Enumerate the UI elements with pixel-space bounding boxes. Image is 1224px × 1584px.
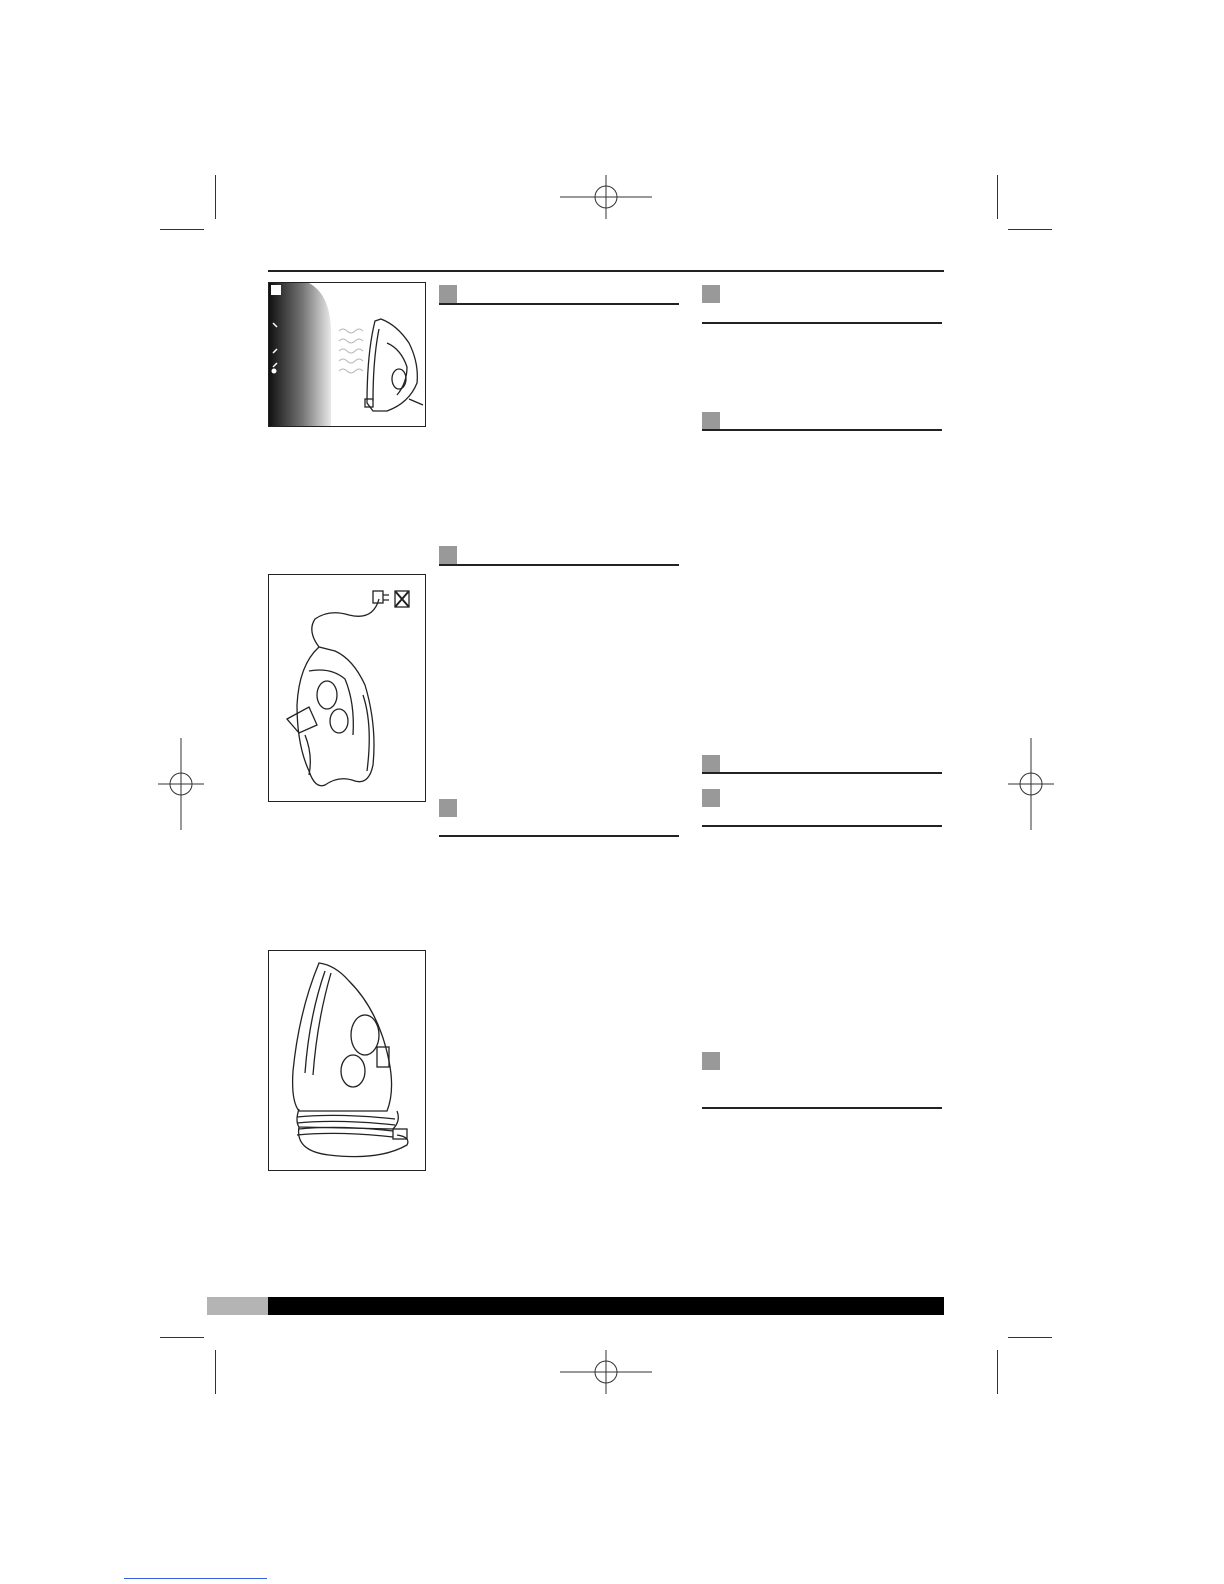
- section-rule: [439, 303, 679, 305]
- section-rule: [439, 564, 679, 566]
- section-marker: [702, 412, 720, 430]
- footer-page-tab: [207, 1297, 268, 1315]
- crop-mark-bottom-right-v: [997, 1350, 998, 1394]
- registration-mark-top: [560, 175, 652, 219]
- section-marker: [439, 546, 457, 564]
- iron-cord-storage-figure: [268, 950, 426, 1171]
- registration-mark-left: [158, 738, 204, 830]
- iron-unplugged-figure: [268, 574, 426, 802]
- section-marker: [702, 285, 720, 303]
- section-marker: [702, 789, 720, 807]
- section-marker: [439, 285, 457, 303]
- cord-wrap-iron-icon: [269, 951, 425, 1170]
- section-rule: [702, 825, 942, 827]
- crop-mark-top-right-v: [997, 175, 998, 219]
- section-rule: [702, 772, 942, 774]
- unplug-iron-icon: [269, 575, 425, 801]
- crop-mark-top-left-v: [215, 175, 216, 219]
- section-marker: [702, 755, 720, 773]
- crop-mark-top-right-h: [1008, 229, 1052, 230]
- section-rule: [702, 429, 942, 431]
- steam-iron-vertical-icon: [269, 283, 425, 426]
- section-rule: [439, 835, 679, 837]
- footer-bar: [268, 1297, 944, 1315]
- registration-mark-right: [1008, 738, 1054, 830]
- section-rule: [702, 322, 942, 324]
- iron-vertical-steam-figure: [268, 282, 426, 427]
- crop-mark-bottom-left-h: [160, 1337, 204, 1338]
- crop-mark-top-left-h: [160, 229, 204, 230]
- crop-mark-bottom-left-v: [215, 1350, 216, 1394]
- section-marker: [439, 799, 457, 817]
- crop-mark-bottom-right-h: [1008, 1337, 1052, 1338]
- link-underline[interactable]: [124, 1578, 267, 1579]
- section-marker: [702, 1052, 720, 1070]
- registration-mark-bottom: [560, 1350, 652, 1394]
- section-rule: [702, 1107, 942, 1109]
- header-rule: [268, 270, 944, 272]
